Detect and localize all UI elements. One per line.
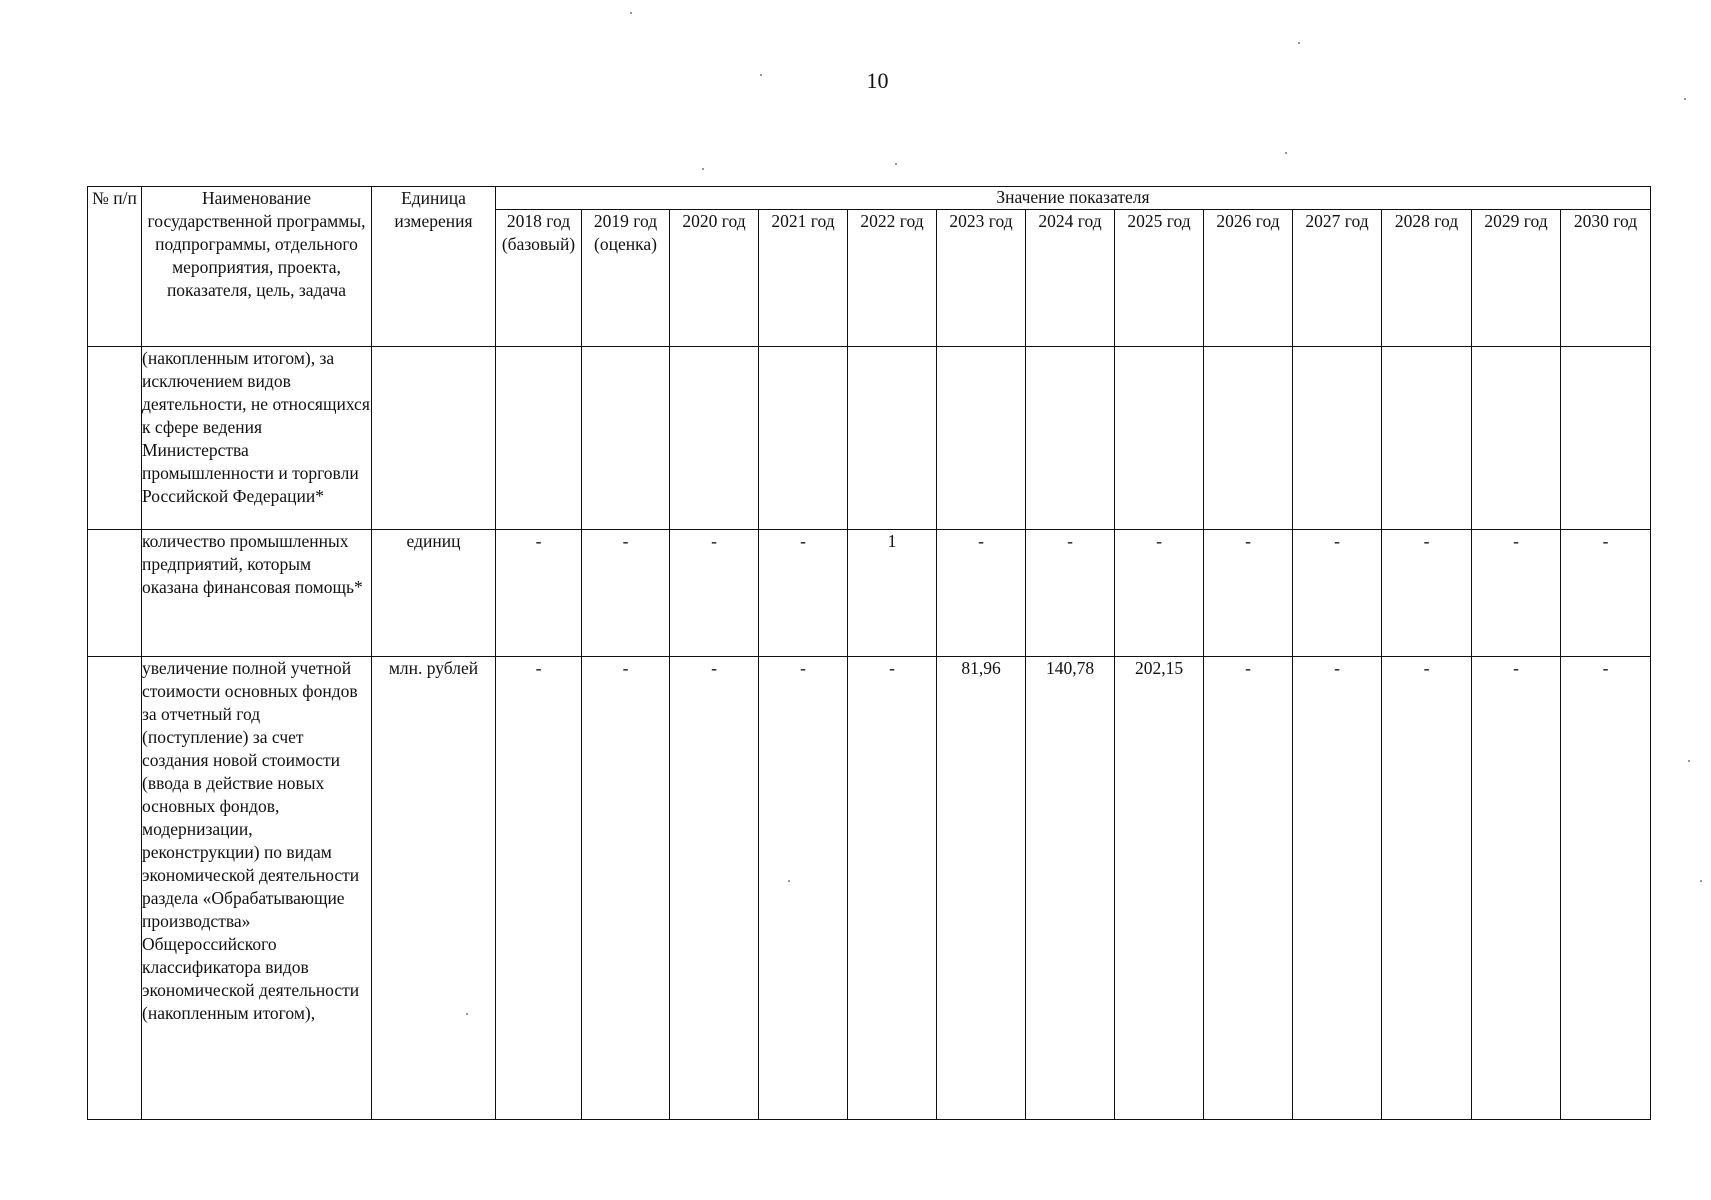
header-num: № п/п: [88, 187, 142, 347]
scan-speck: [1688, 760, 1690, 762]
row-value: -: [582, 530, 670, 657]
row-value: [1472, 347, 1561, 530]
scan-speck: [1298, 42, 1300, 44]
row-value: 81,96: [937, 657, 1026, 1120]
header-year-2026: 2026 год: [1204, 210, 1293, 347]
scan-speck: [895, 163, 897, 165]
row-value: [582, 347, 670, 530]
header-year-2018: 2018 год (базовый): [496, 210, 582, 347]
row-value: -: [759, 530, 848, 657]
row-value: -: [1293, 657, 1382, 1120]
row-num: [88, 347, 142, 530]
row-value: -: [496, 530, 582, 657]
scan-speck: [1684, 98, 1686, 100]
row-value: -: [1204, 530, 1293, 657]
row-value: 1: [848, 530, 937, 657]
row-name: количество промышленных предприятий, которым оказана финансовая помощь*: [142, 530, 372, 657]
row-value: -: [1382, 530, 1472, 657]
row-value: [1561, 347, 1651, 530]
row-value: [1204, 347, 1293, 530]
row-name: увеличение полной учетной стоимости основных фондов за отчетный год (поступление) за счет создания новой стоимости (ввода в действие новых основных фондов, модернизации, реконструкции) по видам экономической деятельности раздела «Обрабатывающие производства» Общероссийского классификатора видов экономической деятельности (накопленным итогом),: [142, 657, 372, 1120]
scan-speck: [630, 12, 632, 14]
header-year-2024: 2024 год: [1026, 210, 1115, 347]
table-body: [88, 347, 1651, 1120]
indicator-table: [87, 186, 1651, 1120]
row-value: [937, 347, 1026, 530]
row-unit: [372, 347, 496, 530]
row-value: -: [582, 657, 670, 1120]
header-year-2030: 2030 год: [1561, 210, 1651, 347]
row-value: [1115, 347, 1204, 530]
row-value: -: [1293, 530, 1382, 657]
row-value: -: [937, 530, 1026, 657]
table-row: [88, 657, 1651, 1120]
table-header: [88, 187, 1651, 347]
row-value: -: [1561, 530, 1651, 657]
header-name: Наименование государственной программы, подпрограммы, отдельного мероприятия, проекта, показателя, цель, задача: [142, 187, 372, 347]
row-value: 140,78: [1026, 657, 1115, 1120]
row-value: -: [1382, 657, 1472, 1120]
row-num: [88, 530, 142, 657]
table-row: [88, 347, 1651, 530]
row-value: -: [1561, 657, 1651, 1120]
row-unit: млн. рублей: [372, 657, 496, 1120]
header-year-2021: 2021 год: [759, 210, 848, 347]
row-value: -: [670, 530, 759, 657]
row-value: -: [1026, 530, 1115, 657]
header-year-2028: 2028 год: [1382, 210, 1472, 347]
header-year-2029: 2029 год: [1472, 210, 1561, 347]
row-value: -: [759, 657, 848, 1120]
table-row: [88, 530, 1651, 657]
row-unit: единиц: [372, 530, 496, 657]
scan-speck: [466, 1013, 468, 1015]
row-value: -: [848, 657, 937, 1120]
row-value: [848, 347, 937, 530]
header-year-2027: 2027 год: [1293, 210, 1382, 347]
header-year-2025: 2025 год: [1115, 210, 1204, 347]
scan-speck: [760, 74, 762, 76]
scan-speck: [702, 168, 704, 170]
row-value: -: [496, 657, 582, 1120]
row-value: [759, 347, 848, 530]
row-value: [1382, 347, 1472, 530]
header-unit: Единица измерения: [372, 187, 496, 347]
row-name: (накопленным итогом), за исключением видов деятельности, не относящихся к сфере ведения Министерства промышленности и торговли Российской Федерации*: [142, 347, 372, 530]
row-value: -: [1204, 657, 1293, 1120]
scan-speck: [788, 880, 790, 882]
header-year-2023: 2023 год: [937, 210, 1026, 347]
header-values-group: Значение показателя: [496, 187, 1651, 210]
header-year-2020: 2020 год: [670, 210, 759, 347]
scan-speck: [1700, 880, 1702, 882]
row-value: -: [1115, 530, 1204, 657]
row-num: [88, 657, 142, 1120]
row-value: [496, 347, 582, 530]
row-value: 202,15: [1115, 657, 1204, 1120]
row-value: [670, 347, 759, 530]
row-value: [1293, 347, 1382, 530]
page-number: 10: [866, 68, 889, 93]
header-year-2019: 2019 год (оценка): [582, 210, 670, 347]
header-year-2022: 2022 год: [848, 210, 937, 347]
row-value: -: [1472, 657, 1561, 1120]
row-value: -: [670, 657, 759, 1120]
scan-speck: [1285, 152, 1287, 154]
row-value: [1026, 347, 1115, 530]
row-value: -: [1472, 530, 1561, 657]
